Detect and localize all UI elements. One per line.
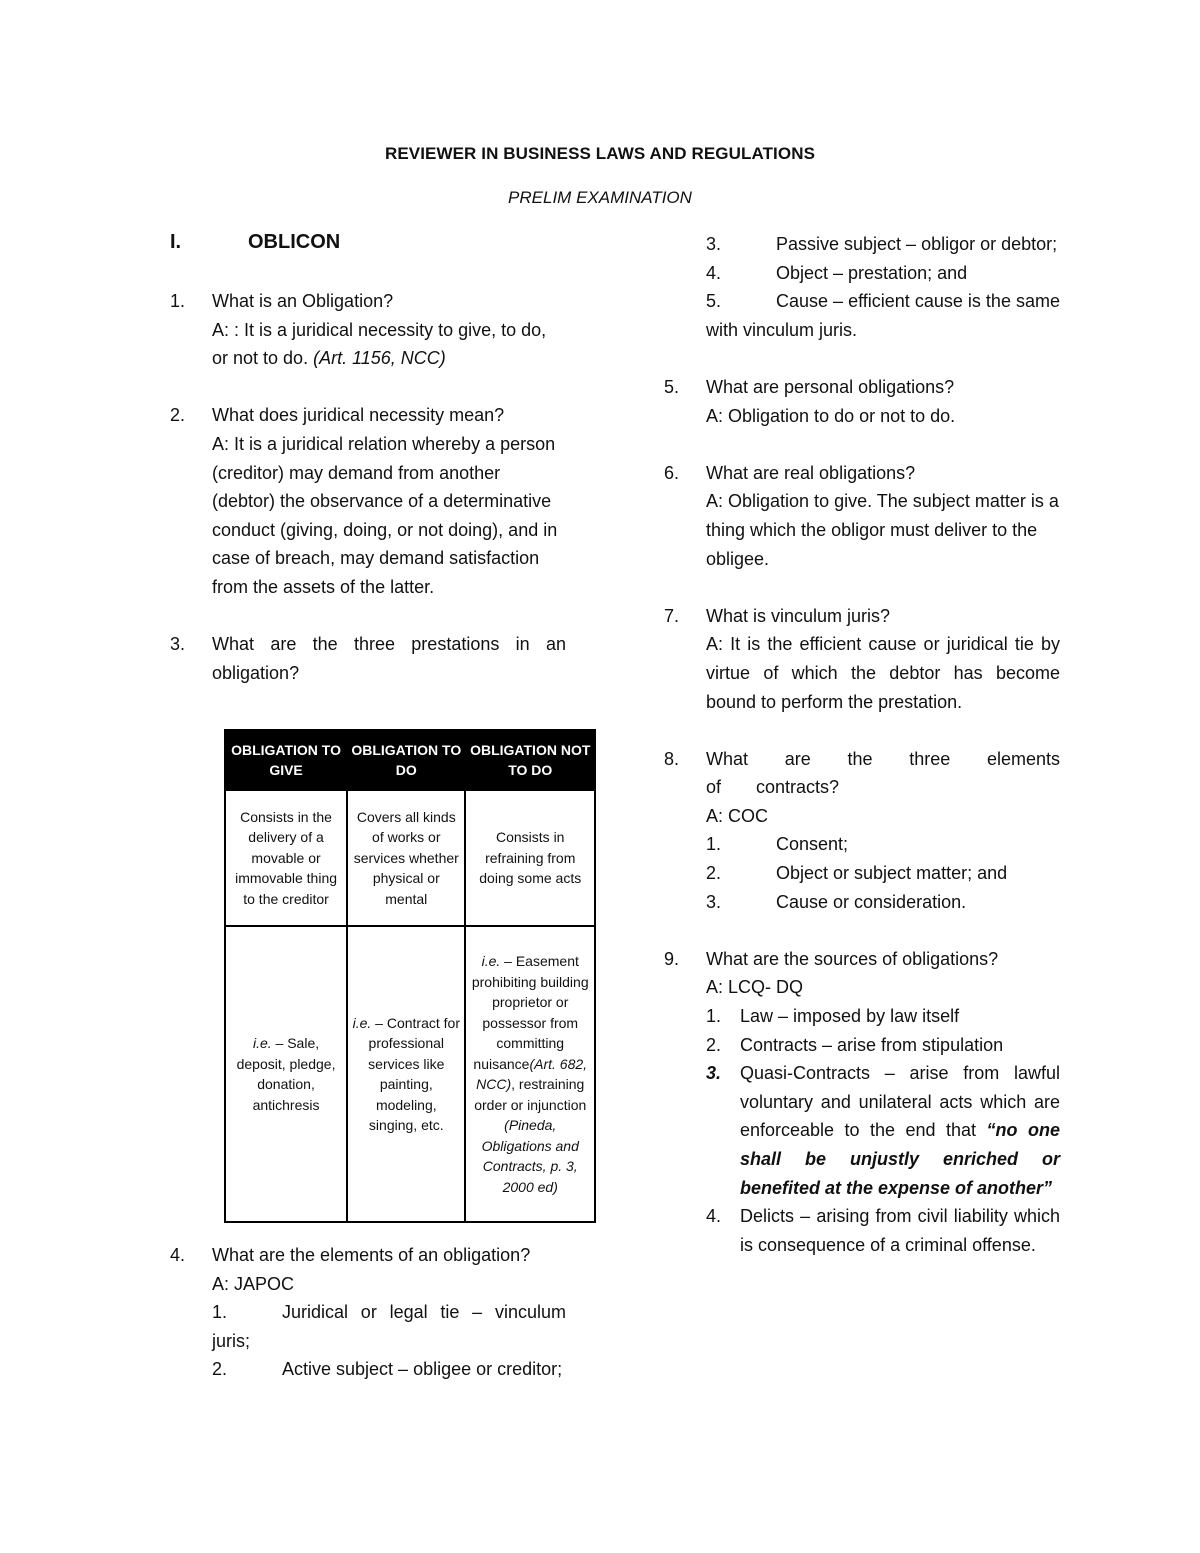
question-text: What are the elements of an obligation? <box>212 1245 531 1265</box>
answer-text: A: Obligation to give. The subject matter is a thing which the obligor must deliver to the obligee. <box>706 491 1059 569</box>
list-item <box>170 1355 566 1384</box>
item-number: 3. <box>706 234 722 254</box>
question-3 <box>170 630 566 687</box>
example-prefix: i.e. <box>352 1014 372 1031</box>
example-prefix: i.e. <box>481 953 501 969</box>
item-text: Cause – efficient cause is the same with vinculum juris. <box>706 291 1060 340</box>
list-item <box>170 1298 566 1355</box>
list-item <box>664 1002 1060 1031</box>
answer-text: A: COC <box>706 805 769 826</box>
question-number: 5. <box>664 376 680 397</box>
question-text: What are the three elements of contracts? <box>706 748 1060 798</box>
list-item <box>664 859 1060 888</box>
citation: (Art. 1156, NCC) <box>313 348 446 369</box>
question-number: 2. <box>170 405 186 426</box>
left-column <box>170 287 566 687</box>
question-text: What does juridical necessity mean? <box>212 405 505 426</box>
item-text: Object – prestation; and <box>776 262 968 283</box>
question-9 <box>664 945 1060 1260</box>
question-text: What is an Obligation? <box>212 291 394 311</box>
item-text: Juridical or legal tie – vinculum juris; <box>212 1302 566 1351</box>
item-text: Active subject – obligee or creditor; <box>282 1359 563 1380</box>
answer-text: A: It is the efficient cause or juridical tie by virtue of which the debtor has become bound to perform the prestation. <box>706 634 1060 712</box>
document-subtitle: PRELIM EXAMINATION <box>508 188 692 207</box>
example-text: – Easement prohibiting building proprietor or possessor from committing nuisance <box>471 953 589 1072</box>
table-header: OBLIGATION TO GIVE <box>225 730 347 790</box>
table-cell: Consists in the delivery of a movable or immovable thing to the creditor <box>225 790 347 926</box>
item-number: 1. <box>212 1302 228 1323</box>
right-column <box>664 230 1060 1259</box>
answer-text: A: Obligation to do or not to do. <box>706 405 956 426</box>
question-4 <box>170 1241 566 1384</box>
question-text: What is vinculum juris? <box>706 605 891 626</box>
question-1 <box>170 287 566 373</box>
question-7 <box>664 602 1060 716</box>
item-number: 5. <box>706 291 722 312</box>
answer-text: A: LCQ- DQ <box>706 977 804 998</box>
item-quote: “no one shall be unjustly enriched or benefited at the expense of another” <box>740 1120 1060 1198</box>
question-text: What are the three prestations in an obligation? <box>212 634 566 683</box>
example-tail: , restraining order or injunction <box>474 1076 587 1113</box>
source-citation: (Pineda, Obligations and Contracts, p. 3, 2000 ed) <box>481 1117 579 1195</box>
list-item <box>664 1059 1060 1202</box>
question-number: 8. <box>664 748 680 769</box>
list-item <box>664 287 1060 344</box>
example-text: – Sale, deposit, pledge, donation, antichresis <box>236 1035 336 1113</box>
list-item <box>664 888 1060 917</box>
article-citation: (Art. 682, NCC) <box>476 1055 588 1092</box>
answer-text <box>170 316 566 373</box>
item-text: Quasi-Contracts – arise from lawful voluntary and unilateral acts which are enforceable to the end that <box>740 1063 1060 1141</box>
question-text: What are real obligations? <box>706 462 916 483</box>
list-item <box>664 230 1060 259</box>
question-8 <box>664 745 1060 917</box>
section-name: OBLICON <box>248 231 341 253</box>
document-title: REVIEWER IN BUSINESS LAWS AND REGULATIONS <box>384 144 816 163</box>
table-header: OBLIGATION TO DO <box>347 730 465 790</box>
item-text: Law – imposed by law itself <box>740 1006 960 1027</box>
question-number: 7. <box>664 605 680 626</box>
table-cell: Covers all kinds of works or services whether physical or mental <box>347 790 465 926</box>
item-text: Delicts – arising from civil liability which is consequence of a criminal offense. <box>740 1206 1060 1255</box>
item-number: 4. <box>706 1206 722 1227</box>
item-text: Object or subject matter; and <box>776 863 1008 884</box>
table-cell <box>225 926 347 1222</box>
item-text: Passive subject – obligor or debtor; <box>776 234 1058 254</box>
list-item <box>664 830 1060 859</box>
question-number: 1. <box>170 291 186 311</box>
item-text: Contracts – arise from stipulation <box>740 1034 1004 1055</box>
answer-body: A: : It is a juridical necessity to give, to do, or not to do. <box>212 319 547 369</box>
section-numeral: I. <box>170 231 182 253</box>
answer-text: A: JAPOC <box>212 1273 295 1294</box>
table-cell: Consists in refraining from doing some acts <box>465 790 595 926</box>
item-number: 3. <box>706 891 722 912</box>
table-cell <box>465 926 595 1222</box>
prestations-table <box>224 729 596 1223</box>
question-5 <box>664 373 1060 430</box>
item-number: 4. <box>706 262 722 283</box>
item-number: 3. <box>706 1063 722 1084</box>
example-prefix: i.e. <box>252 1035 272 1051</box>
question-text: What are personal obligations? <box>706 376 955 397</box>
item-number: 1. <box>706 1006 722 1027</box>
item-number: 2. <box>212 1359 228 1380</box>
table-header: OBLIGATION NOT TO DO <box>465 730 595 790</box>
item-number: 2. <box>706 863 722 884</box>
list-item <box>664 1031 1060 1060</box>
question-number: 9. <box>664 948 680 969</box>
item-text: Consent; <box>776 834 849 855</box>
table-cell <box>347 926 465 1222</box>
question-text: What are the sources of obligations? <box>706 948 999 969</box>
section-heading <box>170 231 470 254</box>
question-2 <box>170 401 566 601</box>
question-number: 4. <box>170 1245 186 1265</box>
item-number: 2. <box>706 1034 722 1055</box>
example-text: – Contract for professional services like painting, modeling, singing, etc. <box>368 1014 460 1133</box>
item-number: 1. <box>706 834 722 855</box>
question-number: 3. <box>170 634 186 655</box>
question-6 <box>664 459 1060 573</box>
list-item <box>664 259 1060 288</box>
answer-text: A: It is a juridical relation whereby a person (creditor) may demand from another (debtor) the observance of a determinative conduct (giving, doing, or not doing), and in case of breach, may demand satisfaction from the assets of the latter. <box>212 433 558 597</box>
list-item <box>664 1202 1060 1259</box>
item-text: Cause or consideration. <box>776 891 967 912</box>
item-body <box>740 1059 1060 1202</box>
question-number: 6. <box>664 462 680 483</box>
